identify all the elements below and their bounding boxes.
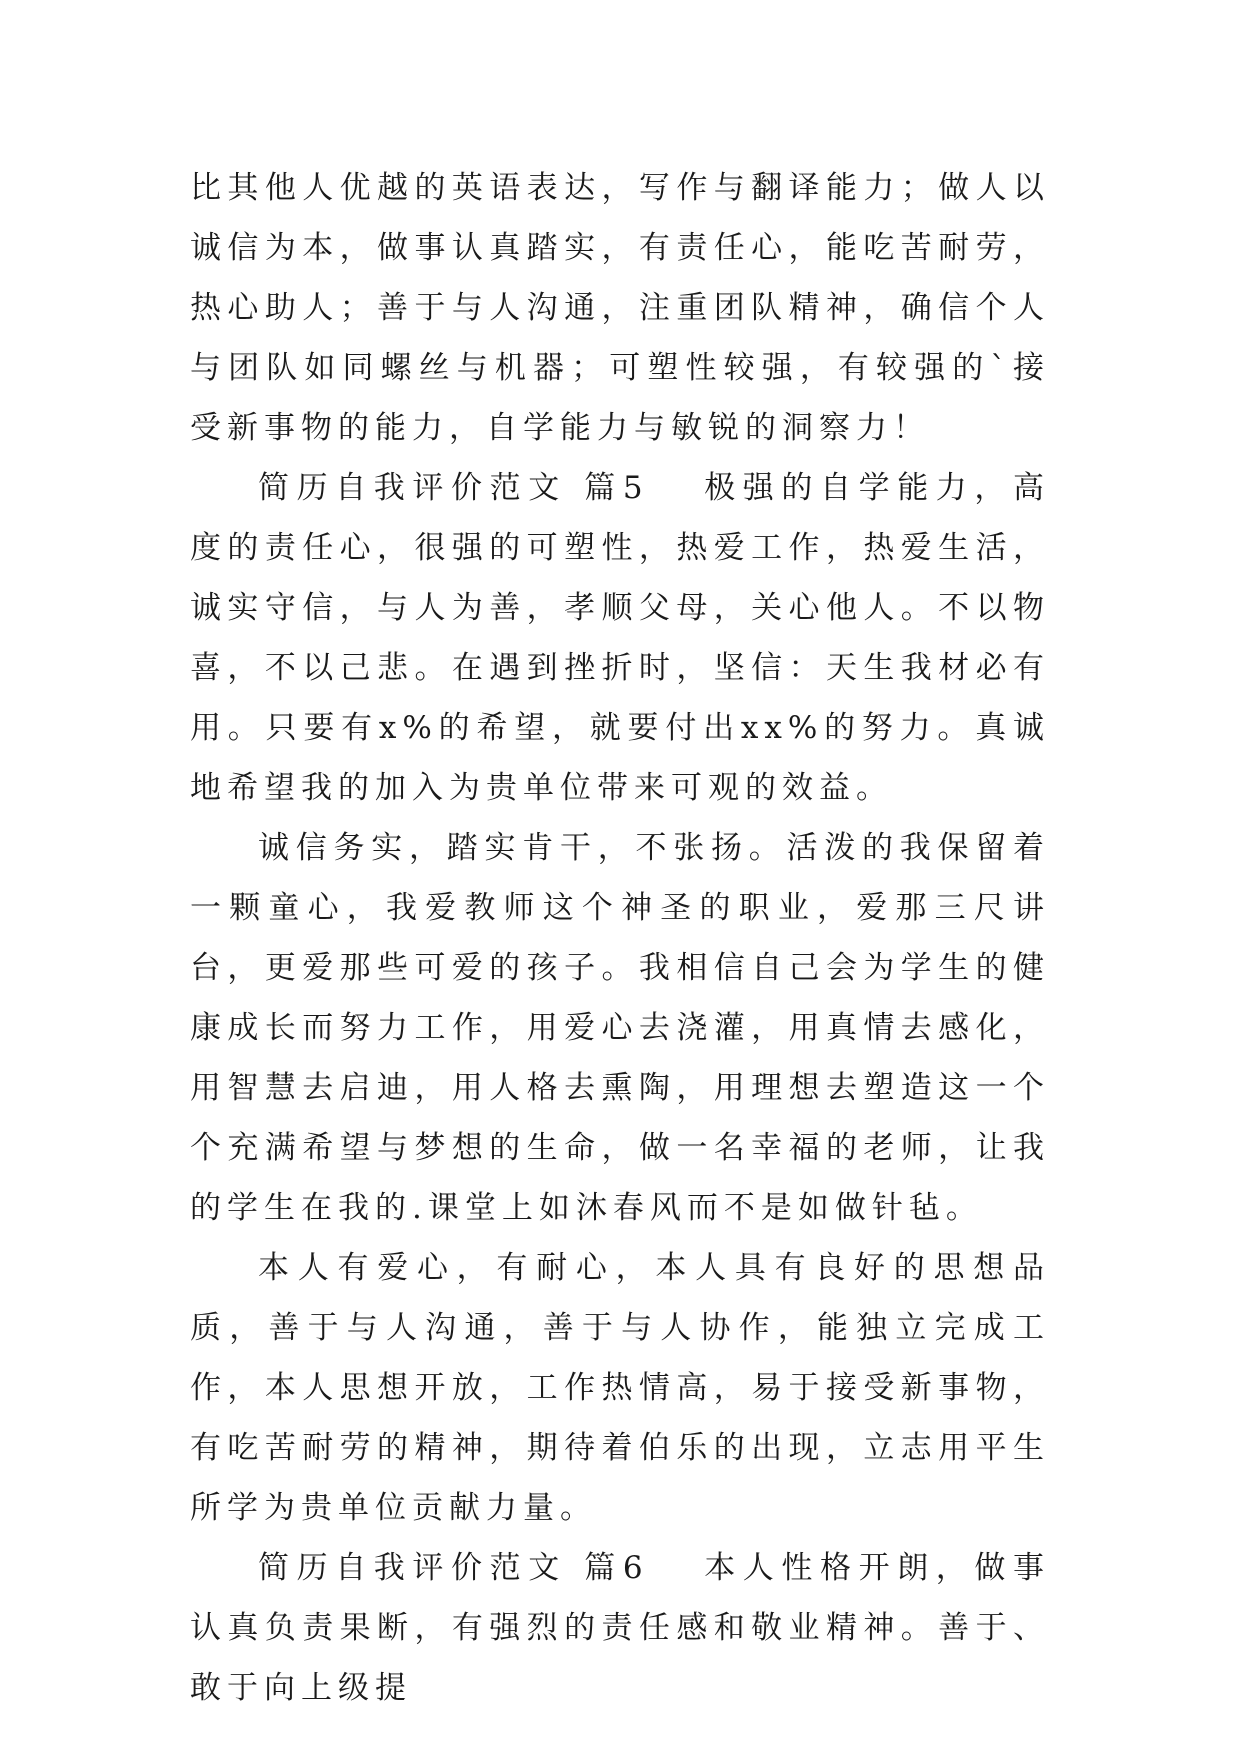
paragraph-5-text: 本人性格开朗，做事认真负责果断，有强烈的责任感和敬业精神。善于、敢于向上级提 (190, 1550, 1051, 1706)
paragraph-1-text: 比其他人优越的英语表达，写作与翻译能力；做人以诚信为本，做事认真踏实，有责任心，能吃苦耐劳，热心助人；善于与人沟通，注重团队精神，确信个人与团队如同螺丝与机器；可塑性较强，有较强的`接受新事物的能力，自学能力与敏锐的洞察力！ (190, 170, 1050, 446)
paragraph-4 (190, 1238, 1050, 1538)
section-heading-5: 简历自我评价范文 篇5 (258, 470, 649, 506)
paragraph-3-text: 诚信务实，踏实肯干，不张扬。活泼的我保留着一颗童心，我爱教师这个神圣的职业，爱那三尺讲台，更爱那些可爱的孩子。我相信自己会为学生的健康成长而努力工作，用爱心去浇灌，用真情去感化，用智慧去启迪，用人格去熏陶，用理想去塑造这一个个充满希望与梦想的生命，做一名幸福的老师，让我的学生在我的.课堂上如沐春风而不是如做针毡。 (190, 830, 1050, 1226)
document-body (190, 158, 1050, 1718)
paragraph-2-text: 极强的自学能力，高度的责任心，很强的可塑性，热爱工作，热爱生活，诚实守信，与人为善，孝顺父母，关心他人。不以物喜，不以己悲。在遇到挫折时，坚信：天生我材必有用。只要有x%的希望，就要付出xx%的努力。真诚地希望我的加入为贵单位带来可观的效益。 (190, 470, 1051, 806)
paragraph-1 (190, 158, 1050, 458)
paragraph-5 (190, 1538, 1050, 1718)
section-heading-6: 简历自我评价范文 篇6 (258, 1550, 649, 1586)
paragraph-3 (190, 818, 1050, 1238)
paragraph-4-text: 本人有爱心，有耐心，本人具有良好的思想品质，善于与人沟通，善于与人协作，能独立完成工作，本人思想开放，工作热情高，易于接受新事物，有吃苦耐劳的精神，期待着伯乐的出现，立志用平生所学为贵单位贡献力量。 (190, 1250, 1050, 1526)
paragraph-2 (190, 458, 1050, 818)
